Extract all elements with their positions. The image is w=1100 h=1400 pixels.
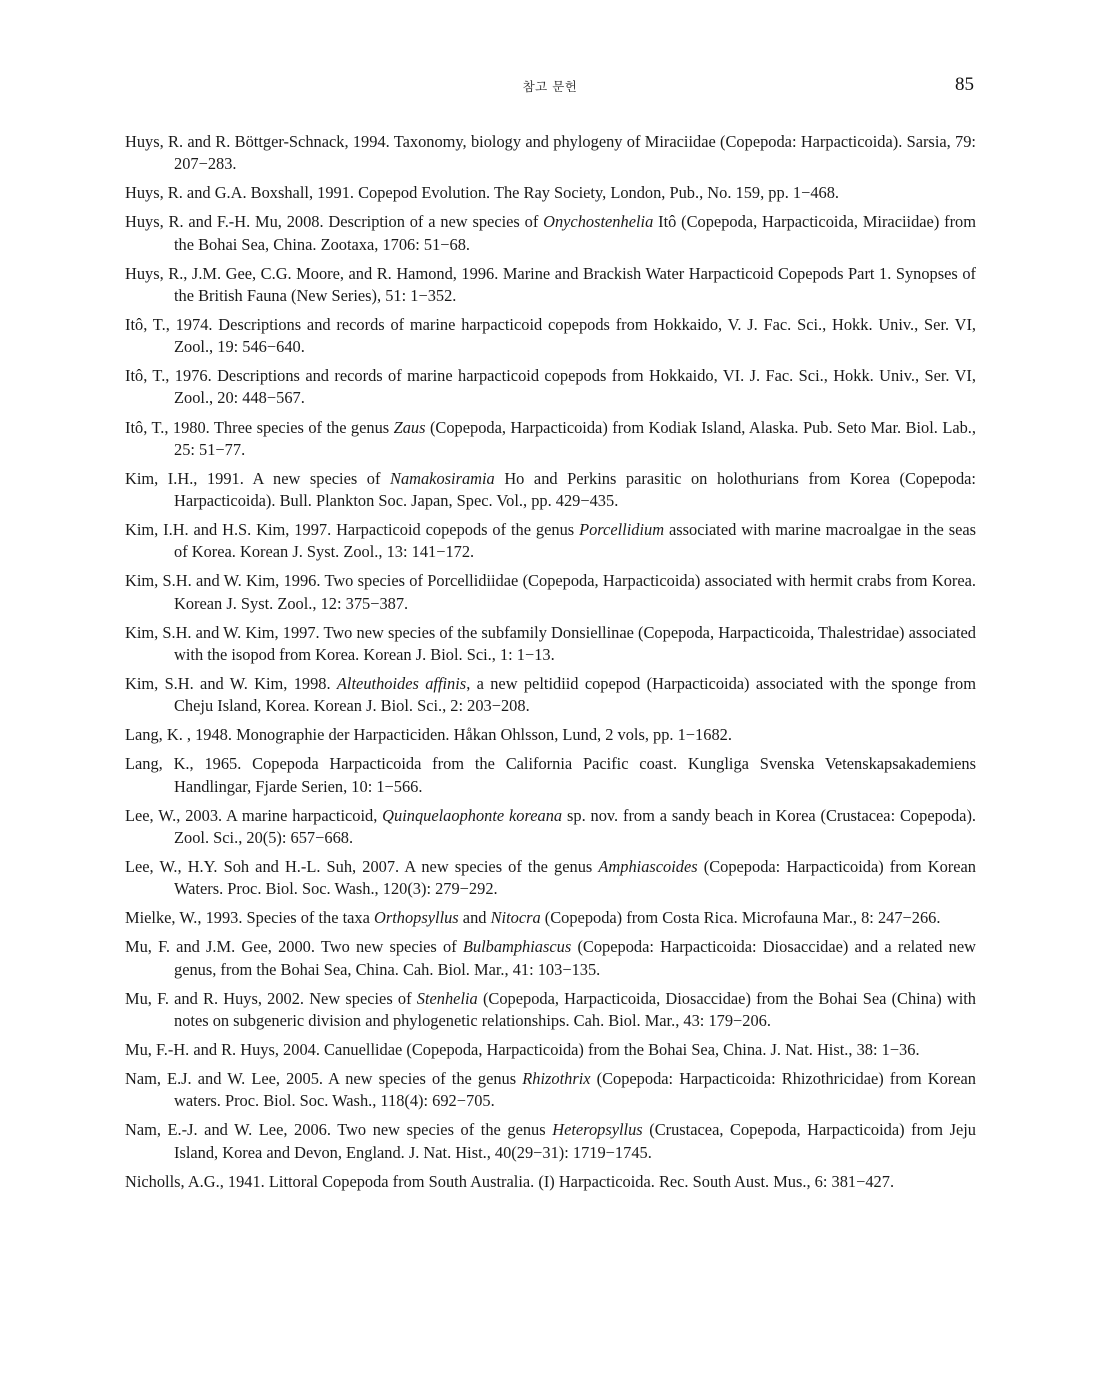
taxon-name: Porcellidium	[579, 520, 665, 540]
reference-entry	[125, 673, 976, 717]
reference-text: Mu, F. and J.M. Gee, 2000. Two new species of	[125, 937, 463, 957]
reference-entry	[125, 856, 976, 900]
reference-text: Kim, S.H. and W. Kim, 1997. Two new species of the subfamily Donsiellinae (Copepoda, Harpacticoida, Thalestridae) associated with the isopod from Korea. Korean J. Biol. Sci., 1: 1−13.	[125, 622, 976, 664]
reference-text: Nam, E.-J. and W. Lee, 2006. Two new species of the genus	[125, 1120, 553, 1140]
page-header	[0, 74, 1100, 100]
reference-entry	[125, 182, 976, 204]
reference-text: and	[458, 908, 491, 928]
taxon-name: Rhizothrix	[522, 1069, 591, 1089]
reference-text: sp. nov. from a sandy beach in Korea (Crustacea: Copepoda). Zool. Sci., 20(5): 657−668.	[174, 805, 977, 847]
taxon-name: Amphiascoides	[598, 857, 698, 877]
taxon-name: Heteropsyllus	[552, 1120, 643, 1140]
reference-text: (Crustacea, Copepoda, Harpacticoida) from Jeju Island, Korea and Devon, England. J. Nat. Hist., 40(29−31): 1719−1745.	[174, 1120, 976, 1162]
reference-entry	[125, 468, 976, 512]
reference-entry	[125, 365, 976, 409]
reference-text: Kim, I.H., 1991. A new species of	[125, 468, 391, 488]
reference-text: Huys, R. and R. Böttger-Schnack, 1994. Taxonomy, biology and phylogeny of Miraciidae (Copepoda: Harpacticoida). Sarsia, 79: 207−283.	[125, 132, 976, 174]
reference-entry	[125, 519, 976, 563]
reference-text: Mu, F.-H. and R. Huys, 2004. Canuellidae (Copepoda, Harpacticoida) from the Bohai Sea, China. J. Nat. Hist., 38: 1−36.	[125, 1040, 920, 1060]
reference-text: Itô, T., 1980. Three species of the genus	[125, 417, 394, 437]
reference-text: Huys, R., J.M. Gee, C.G. Moore, and R. Hamond, 1996. Marine and Brackish Water Harpacticoid Copepods Part 1. Synopses of the British Fauna (New Series), 51: 1−352.	[125, 263, 976, 305]
taxon-name: Alteuthoides affinis	[336, 674, 467, 694]
reference-text: Lang, K. , 1948. Monographie der Harpacticiden. Håkan Ohlsson, Lund, 2 vols, pp. 1−1682.	[125, 725, 732, 745]
reference-entry	[125, 622, 976, 666]
reference-entry	[125, 988, 976, 1032]
taxon-name: Bulbamphiascus	[462, 937, 572, 957]
reference-entry	[125, 1039, 976, 1061]
reference-text: (Copepoda: Harpacticoida) from Korean Waters. Proc. Biol. Soc. Wash., 120(3): 279−292.	[174, 857, 976, 899]
reference-text: Huys, R. and F.-H. Mu, 2008. Description of a new species of	[125, 212, 544, 232]
reference-entry	[125, 263, 976, 307]
reference-entry	[125, 907, 976, 929]
reference-text: Ho and Perkins parasitic on holothurians from Korea (Copepoda: Harpacticoida). Bull. Plankton Soc. Japan, Spec. Vol., pp. 429−435.	[174, 468, 976, 511]
reference-text: Kim, S.H. and W. Kim, 1996. Two species of Porcellidiidae (Copepoda, Harpacticoida) associated with hermit crabs from Korea. Korean J. Syst. Zool., 12: 375−387.	[125, 571, 976, 613]
reference-text: (Copepoda: Harpacticoida: Diosaccidae) and a related new genus, from the Bohai Sea, China. Cah. Biol. Mar., 41: 103−135.	[174, 937, 976, 979]
reference-entry	[125, 1068, 976, 1112]
reference-list	[125, 131, 976, 1200]
reference-entry	[125, 1119, 976, 1163]
taxon-name: Namakosiramia	[390, 468, 495, 488]
taxon-name: Nitocra	[490, 908, 541, 928]
reference-text: Huys, R. and G.A. Boxshall, 1991. Copepod Evolution. The Ray Society, London, Pub., No. 159, pp. 1−468.	[125, 183, 840, 203]
taxon-name: Quinquelaophonte koreana	[382, 805, 563, 825]
taxon-name: Onychostenhelia	[543, 212, 654, 232]
reference-entry	[125, 131, 976, 175]
taxon-name: Stenhelia	[416, 988, 478, 1008]
reference-text: (Copepoda: Harpacticoida: Rhizothricidae) from Korean waters. Proc. Biol. Soc. Wash., 118(4): 692−705.	[174, 1069, 976, 1111]
reference-entry	[125, 936, 976, 980]
reference-entry	[125, 724, 976, 746]
reference-entry	[125, 805, 976, 849]
taxon-name: Zaus	[393, 417, 426, 437]
reference-entry	[125, 570, 976, 614]
reference-text: Lee, W., H.Y. Soh and H.-L. Suh, 2007. A new species of the genus	[125, 857, 599, 877]
reference-entry	[125, 314, 976, 358]
taxon-name: Orthopsyllus	[374, 908, 459, 928]
reference-text: Itô, T., 1974. Descriptions and records of marine harpacticoid copepods from Hokkaido, V. J. Fac. Sci., Hokk. Univ., Ser. VI, Zool., 19: 546−640.	[125, 314, 976, 357]
reference-text: (Copepoda) from Costa Rica. Microfauna Mar., 8: 247−266.	[540, 908, 941, 928]
reference-text: (Copepoda, Harpacticoida, Diosaccidae) from the Bohai Sea (China) with notes on subgeneric division and phylogenetic relationships. Cah. Biol. Mar., 43: 179−206.	[174, 988, 976, 1030]
running-title: 참고 문헌	[522, 79, 578, 94]
page-number: 85	[955, 74, 974, 95]
reference-text: , a new peltidiid copepod (Harpacticoida) associated with the sponge from Cheju Island, Korea. Korean J. Biol. Sci., 2: 203−208.	[174, 674, 976, 716]
reference-text: Lee, W., 2003. A marine harpacticoid,	[125, 805, 383, 825]
reference-text: Mu, F. and R. Huys, 2002. New species of	[125, 988, 417, 1008]
reference-text: Kim, I.H. and H.S. Kim, 1997. Harpacticoid copepods of the genus	[125, 520, 580, 540]
reference-entry	[125, 211, 976, 255]
reference-entry	[125, 417, 976, 461]
reference-text: Itô, T., 1976. Descriptions and records of marine harpacticoid copepods from Hokkaido, VI. J. Fac. Sci., Hokk. Univ., Ser. VI, Zool., 20: 448−567.	[125, 366, 976, 408]
reference-text: Kim, S.H. and W. Kim, 1998.	[125, 674, 337, 694]
reference-text: Nicholls, A.G., 1941. Littoral Copepoda from South Australia. (I) Harpacticoida. Rec. South Aust. Mus., 6: 381−427.	[125, 1171, 895, 1191]
reference-text: (Copepoda, Harpacticoida) from Kodiak Island, Alaska. Pub. Seto Mar. Biol. Lab., 25: 51−77.	[174, 417, 977, 459]
reference-text: Mielke, W., 1993. Species of the taxa	[125, 908, 374, 928]
reference-text: Lang, K., 1965. Copepoda Harpacticoida from the California Pacific coast. Kungliga Svenska Vetenskapsakademiens Handlingar, Fjarde Serien, 10: 1−566.	[125, 754, 976, 796]
reference-entry	[125, 1171, 976, 1193]
reference-text: Itô (Copepoda, Harpacticoida, Miraciidae) from the Bohai Sea, China. Zootaxa, 1706: 51−68.	[174, 212, 976, 254]
reference-text: associated with marine macroalgae in the seas of Korea. Korean J. Syst. Zool., 13: 141−172.	[174, 520, 976, 562]
reference-text: Nam, E.J. and W. Lee, 2005. A new species of the genus	[125, 1069, 523, 1089]
reference-entry	[125, 753, 976, 797]
